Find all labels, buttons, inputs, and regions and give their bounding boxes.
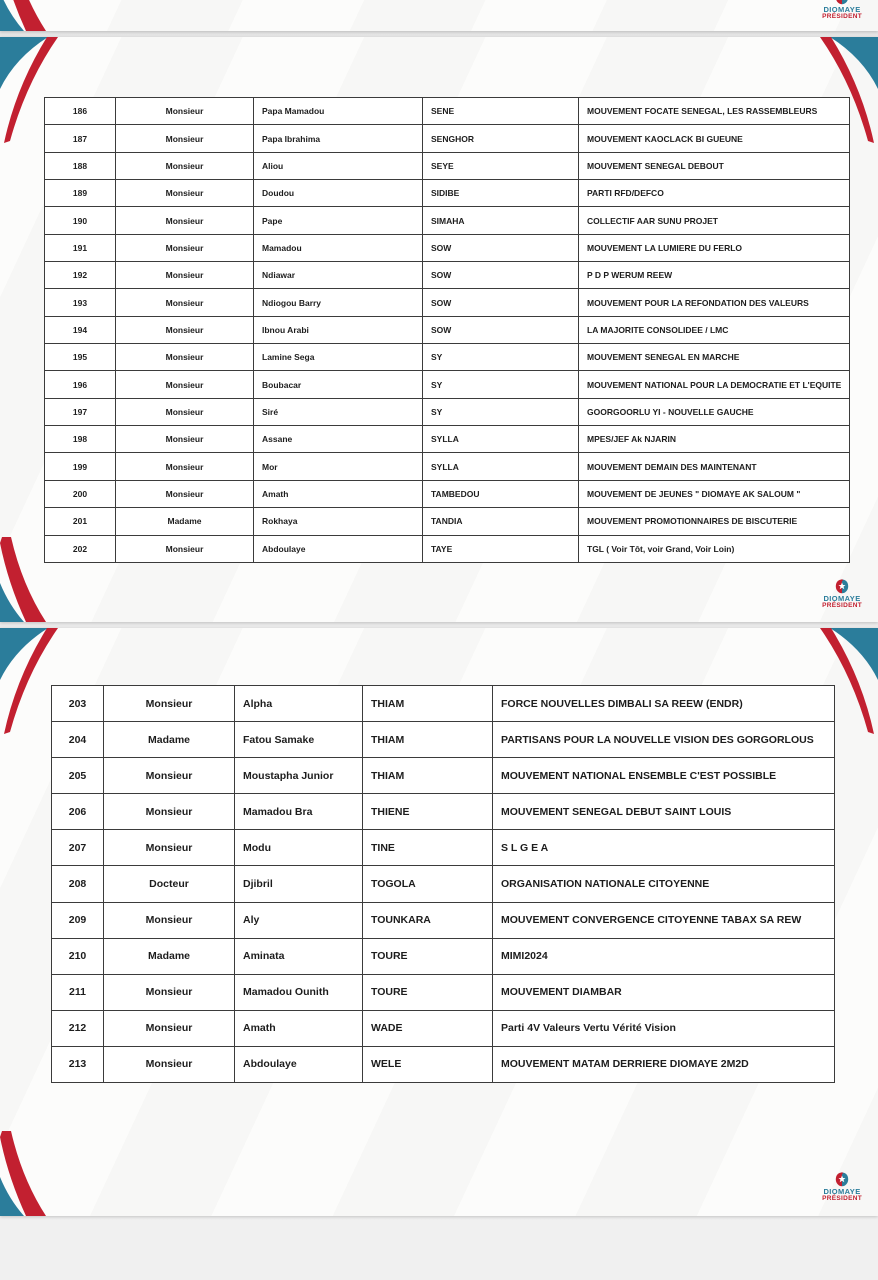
cell-first: Abdoulaye [235, 1046, 363, 1082]
cell-last: SY [423, 344, 579, 371]
cell-num: 188 [45, 152, 116, 179]
cell-civility: Monsieur [116, 125, 254, 152]
cell-last: THIAM [363, 686, 493, 722]
table-row [45, 98, 850, 125]
cell-last: SY [423, 398, 579, 425]
cell-first: Mamadou Bra [235, 794, 363, 830]
cell-last: SOW [423, 262, 579, 289]
cell-last: THIENE [363, 794, 493, 830]
cell-num: 186 [45, 98, 116, 125]
cell-movement: COLLECTIF AAR SUNU PROJET [579, 207, 850, 234]
cell-civility: Monsieur [116, 98, 254, 125]
cell-civility: Monsieur [104, 830, 235, 866]
cell-civility: Monsieur [104, 794, 235, 830]
logo-text-diomaye: DIOMAYE [823, 594, 861, 603]
cell-civility: Monsieur [116, 426, 254, 453]
cell-num: 202 [45, 535, 116, 562]
cell-first: Papa Ibrahima [254, 125, 423, 152]
cell-movement: MOUVEMENT CONVERGENCE CITOYENNE TABAX SA REW [493, 902, 835, 938]
cell-num: 199 [45, 453, 116, 480]
cell-movement: MOUVEMENT KAOCLACK BI GUEUNE [579, 125, 850, 152]
cell-civility: Monsieur [116, 480, 254, 507]
table-row [45, 152, 850, 179]
cell-first: Amath [235, 1010, 363, 1046]
table-row [45, 125, 850, 152]
cell-first: Ndiawar [254, 262, 423, 289]
cell-movement: P D P WERUM REEW [579, 262, 850, 289]
cell-num: 196 [45, 371, 116, 398]
campaign-emblem-icon [835, 1172, 849, 1187]
cell-first: Rokhaya [254, 508, 423, 535]
cell-num: 201 [45, 508, 116, 535]
logo-text-diomaye: DIOMAYE [823, 1187, 861, 1196]
cell-first: Mamadou Ounith [235, 974, 363, 1010]
logo-text-president: PRÉSIDENT [822, 12, 862, 20]
cell-last: SENGHOR [423, 125, 579, 152]
cell-movement: TGL ( Voir Tôt, voir Grand, Voir Loin) [579, 535, 850, 562]
cell-num: 204 [52, 722, 104, 758]
diomaye-president-logo [822, 1172, 862, 1202]
cell-num: 189 [45, 180, 116, 207]
cell-num: 190 [45, 207, 116, 234]
cell-last: WELE [363, 1046, 493, 1082]
table-row [45, 234, 850, 261]
cell-first: Ibnou Arabi [254, 316, 423, 343]
cell-num: 206 [52, 794, 104, 830]
cell-movement: PARTISANS POUR LA NOUVELLE VISION DES GORGORLOUS [493, 722, 835, 758]
table-row [52, 974, 835, 1010]
cell-num: 187 [45, 125, 116, 152]
cell-movement: MOUVEMENT SENEGAL DEBOUT [579, 152, 850, 179]
cell-movement: MOUVEMENT LA LUMIERE DU FERLO [579, 234, 850, 261]
table-row [52, 830, 835, 866]
cell-first: Ndiogou Barry [254, 289, 423, 316]
cell-last: SY [423, 371, 579, 398]
cell-first: Pape [254, 207, 423, 234]
table-row [52, 938, 835, 974]
cell-movement: MIMI2024 [493, 938, 835, 974]
cell-civility: Docteur [104, 866, 235, 902]
cell-num: 207 [52, 830, 104, 866]
diomaye-president-logo [822, 579, 862, 609]
cell-last: SIDIBE [423, 180, 579, 207]
cell-num: 200 [45, 480, 116, 507]
logo-text-president: PRÉSIDENT [822, 601, 862, 609]
table-row [52, 686, 835, 722]
cell-last: TANDIA [423, 508, 579, 535]
cell-civility: Monsieur [104, 974, 235, 1010]
cell-movement: MPES/JEF Ak NJARIN [579, 426, 850, 453]
cell-first: Alpha [235, 686, 363, 722]
candidates-table-page-1 [44, 97, 850, 563]
page-previous-partial [0, 0, 878, 31]
cell-movement: ORGANISATION NATIONALE CITOYENNE [493, 866, 835, 902]
cell-last: THIAM [363, 758, 493, 794]
cell-movement: MOUVEMENT POUR LA REFONDATION DES VALEURS [579, 289, 850, 316]
cell-last: TOURE [363, 938, 493, 974]
cell-last: TINE [363, 830, 493, 866]
page-2 [0, 628, 878, 1216]
corner-ribbon-top-left-icon [0, 628, 58, 734]
cell-movement: MOUVEMENT MATAM DERRIERE DIOMAYE 2M2D [493, 1046, 835, 1082]
corner-swoosh-bottom-left-icon [0, 1131, 48, 1216]
cell-last: THIAM [363, 722, 493, 758]
cell-civility: Monsieur [116, 453, 254, 480]
cell-last: SYLLA [423, 453, 579, 480]
cell-civility: Monsieur [116, 289, 254, 316]
cell-first: Aly [235, 902, 363, 938]
logo-text-diomaye: DIOMAYE [823, 5, 861, 14]
cell-first: Aliou [254, 152, 423, 179]
cell-last: SOW [423, 234, 579, 261]
cell-num: 208 [52, 866, 104, 902]
cell-last: TOUNKARA [363, 902, 493, 938]
table-row [45, 508, 850, 535]
cell-num: 194 [45, 316, 116, 343]
corner-swoosh-bottom-left-icon [0, 0, 48, 31]
cell-movement: GOORGOORLU YI - NOUVELLE GAUCHE [579, 398, 850, 425]
cell-movement: MOUVEMENT SENEGAL DEBUT SAINT LOUIS [493, 794, 835, 830]
cell-first: Siré [254, 398, 423, 425]
cell-last: TOURE [363, 974, 493, 1010]
table-row [45, 426, 850, 453]
cell-civility: Madame [104, 722, 235, 758]
cell-first: Djibril [235, 866, 363, 902]
cell-last: WADE [363, 1010, 493, 1046]
table-row [52, 758, 835, 794]
table-row [45, 289, 850, 316]
cell-civility: Monsieur [104, 1010, 235, 1046]
cell-first: Papa Mamadou [254, 98, 423, 125]
cell-num: 192 [45, 262, 116, 289]
cell-first: Lamine Sega [254, 344, 423, 371]
cell-civility: Monsieur [104, 758, 235, 794]
cell-last: SOW [423, 289, 579, 316]
cell-num: 197 [45, 398, 116, 425]
table-row [45, 398, 850, 425]
table-row [45, 535, 850, 562]
table-row [52, 902, 835, 938]
cell-civility: Monsieur [116, 207, 254, 234]
cell-civility: Monsieur [116, 152, 254, 179]
table-row [52, 1010, 835, 1046]
cell-first: Modu [235, 830, 363, 866]
cell-civility: Monsieur [104, 1046, 235, 1082]
cell-movement: LA MAJORITE CONSOLIDEE / LMC [579, 316, 850, 343]
cell-first: Amath [254, 480, 423, 507]
cell-civility: Monsieur [116, 535, 254, 562]
cell-civility: Monsieur [116, 234, 254, 261]
cell-movement: MOUVEMENT FOCATE SENEGAL, LES RASSEMBLEURS [579, 98, 850, 125]
cell-num: 198 [45, 426, 116, 453]
cell-movement: MOUVEMENT DEMAIN DES MAINTENANT [579, 453, 850, 480]
table-row [52, 794, 835, 830]
cell-civility: Monsieur [116, 344, 254, 371]
table-row [45, 480, 850, 507]
cell-num: 211 [52, 974, 104, 1010]
logo-text-president: PRÉSIDENT [822, 1194, 862, 1202]
cell-last: TOGOLA [363, 866, 493, 902]
cell-movement: MOUVEMENT PROMOTIONNAIRES DE BISCUTERIE [579, 508, 850, 535]
cell-first: Mor [254, 453, 423, 480]
cell-last: SYLLA [423, 426, 579, 453]
cell-num: 209 [52, 902, 104, 938]
table-row [45, 453, 850, 480]
page-1 [0, 37, 878, 622]
cell-num: 213 [52, 1046, 104, 1082]
corner-swoosh-bottom-left-icon [0, 537, 48, 622]
cell-first: Boubacar [254, 371, 423, 398]
table-row [52, 722, 835, 758]
cell-num: 193 [45, 289, 116, 316]
cell-last: SIMAHA [423, 207, 579, 234]
table-row [45, 371, 850, 398]
campaign-emblem-icon [835, 579, 849, 594]
cell-num: 191 [45, 234, 116, 261]
cell-movement: MOUVEMENT DIAMBAR [493, 974, 835, 1010]
cell-first: Abdoulaye [254, 535, 423, 562]
cell-num: 203 [52, 686, 104, 722]
cell-civility: Monsieur [104, 902, 235, 938]
cell-movement: MOUVEMENT NATIONAL POUR LA DEMOCRATIE ET L'EQUITE [579, 371, 850, 398]
cell-civility: Monsieur [116, 180, 254, 207]
table-row [52, 1046, 835, 1082]
table-row [45, 344, 850, 371]
table-row [45, 316, 850, 343]
cell-civility: Madame [116, 508, 254, 535]
cell-movement: MOUVEMENT DE JEUNES " DIOMAYE AK SALOUM " [579, 480, 850, 507]
cell-civility: Monsieur [116, 316, 254, 343]
cell-num: 205 [52, 758, 104, 794]
cell-civility: Monsieur [116, 371, 254, 398]
cell-first: Assane [254, 426, 423, 453]
candidates-table-page-2 [51, 685, 835, 1083]
cell-first: Fatou Samake [235, 722, 363, 758]
table-row [45, 180, 850, 207]
cell-first: Moustapha Junior [235, 758, 363, 794]
cell-movement: MOUVEMENT SENEGAL EN MARCHE [579, 344, 850, 371]
table-row [52, 866, 835, 902]
cell-movement: S L G E A [493, 830, 835, 866]
cell-movement: FORCE NOUVELLES DIMBALI SA REEW (ENDR) [493, 686, 835, 722]
cell-last: TAMBEDOU [423, 480, 579, 507]
cell-num: 210 [52, 938, 104, 974]
cell-first: Mamadou [254, 234, 423, 261]
cell-civility: Monsieur [116, 262, 254, 289]
cell-first: Aminata [235, 938, 363, 974]
cell-movement: MOUVEMENT NATIONAL ENSEMBLE C'EST POSSIBLE [493, 758, 835, 794]
cell-civility: Monsieur [116, 398, 254, 425]
cell-num: 195 [45, 344, 116, 371]
cell-last: SOW [423, 316, 579, 343]
cell-civility: Monsieur [104, 686, 235, 722]
cell-last: SENE [423, 98, 579, 125]
diomaye-president-logo [822, 0, 862, 20]
cell-last: SEYE [423, 152, 579, 179]
cell-num: 212 [52, 1010, 104, 1046]
cell-first: Doudou [254, 180, 423, 207]
table-row [45, 262, 850, 289]
cell-movement: PARTI RFD/DEFCO [579, 180, 850, 207]
table-row [45, 207, 850, 234]
cell-civility: Madame [104, 938, 235, 974]
cell-last: TAYE [423, 535, 579, 562]
cell-movement: Parti 4V Valeurs Vertu Vérité Vision [493, 1010, 835, 1046]
